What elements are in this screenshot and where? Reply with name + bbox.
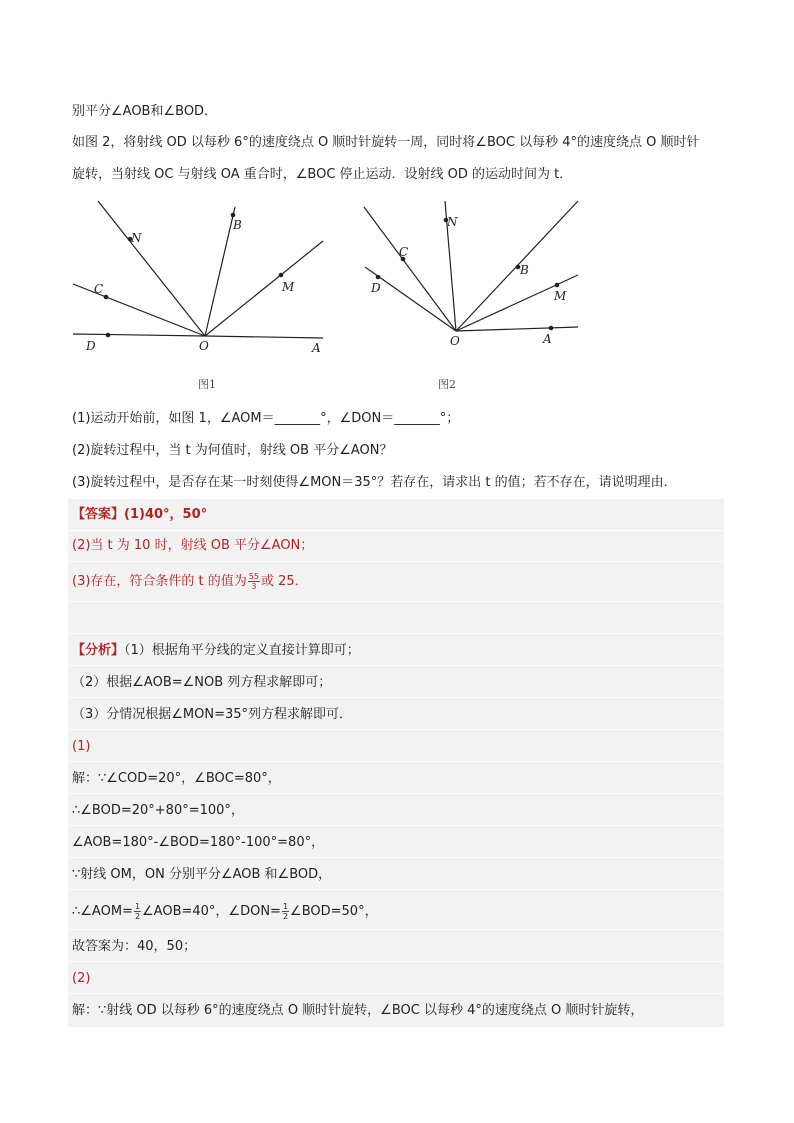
fig1-label-d: D — [86, 339, 96, 353]
intro-line-1: 别平分∠AOB和∠BOD． — [72, 104, 218, 119]
answer-1: (1)40°，50° — [124, 507, 208, 522]
answer-line-1 — [72, 506, 207, 524]
solution-1-head: (1) — [72, 739, 91, 754]
analysis-line-1 — [72, 642, 360, 660]
solution-1-line-1: 解：∵∠COD=20°，∠BOC=80°， — [72, 771, 281, 786]
fig2-label-d: D — [371, 281, 381, 295]
solution-1-line-5: ∴∠AOM= $\frac{1}{2}$ ∠AOB=40°，∠DON= $\frac{1}{2}$ ∠BOD=50°， — [72, 902, 378, 921]
answer-2: (2)当 t 为 10 时，射线 OB 平分∠AON； — [72, 538, 314, 553]
half-fraction-2: $\frac{1}{2}$ — [282, 902, 289, 921]
question-3: (3)旋转过程中，是否存在某一时刻使得∠MON＝35°？若存在，请求出 t 的值；若不存在，请说明理由． — [72, 475, 677, 490]
figure-2-points — [376, 218, 560, 331]
answer-tag: 【答案】 — [72, 507, 125, 522]
figure-1-caption: 图1 — [198, 378, 216, 391]
intro-line-3: 旋转，当射线 OC 与射线 OA 重合时，∠BOC 停止运动．设射线 OD 的运动时间为 t． — [72, 167, 573, 182]
fig1-label-m: M — [282, 280, 295, 294]
fig2-label-c: C — [399, 245, 409, 259]
answer-3-post: 或 25． — [260, 574, 308, 589]
answer-line-3 — [72, 572, 308, 591]
fig1-label-c: C — [94, 282, 104, 296]
fig2-label-m: M — [554, 289, 567, 303]
figure-1 — [60, 195, 340, 395]
solution-1-line-4: ∵射线 OM，ON 分别平分∠AOB 和∠BOD， — [72, 867, 332, 882]
solution-1-line-2: ∴∠BOD=20°+80°=100°， — [72, 803, 244, 818]
fig2-label-o: O — [450, 334, 460, 348]
question-2: (2)旋转过程中，当 t 为何值时，射线 OB 平分∠AON？ — [72, 443, 393, 458]
solution-2-head: (2) — [72, 971, 91, 986]
solution-1-line-6: 故答案为：40，50； — [72, 939, 197, 954]
question-1: (1)运动开始前，如图 1，∠AOM＝_______°，∠DON＝_______°； — [72, 411, 460, 426]
intro-line-2: 如图 2，将射线 OD 以每秒 6°的速度绕点 O 顺时针旋转一周，同时将∠BOC 以每秒 4°的速度绕点 O 顺时针 — [72, 135, 700, 150]
figure-2 — [355, 195, 595, 395]
fig2-label-n: N — [447, 215, 458, 229]
fig2-label-b: B — [520, 263, 529, 277]
solution-2-line-1: 解：∵射线 OD 以每秒 6°的速度绕点 O 顺时针旋转，∠BOC 以每秒 4°的速度绕点 O 顺时针旋转， — [72, 1003, 644, 1018]
solution-1-line-3: ∠AOB=180°-∠BOD=180°-100°=80°， — [72, 835, 325, 850]
fig1-label-o: O — [199, 339, 209, 353]
fig1-label-b: B — [233, 218, 242, 232]
analysis-1: （1）根据角平分线的定义直接计算即可； — [124, 643, 360, 658]
figure-2-caption: 图2 — [438, 378, 456, 391]
answer-3-pre: (3)存在，符合条件的 t 的值为 — [72, 574, 247, 589]
answer-fraction: $\frac{55}{3}$ — [248, 572, 259, 591]
fig1-label-n: N — [131, 231, 142, 245]
fig2-label-a: A — [543, 332, 552, 346]
analysis-3: （3）分情况根据∠MON=35°列方程求解即可． — [72, 707, 353, 722]
fig1-label-a: A — [312, 341, 321, 355]
analysis-tag: 【分析】 — [72, 643, 125, 658]
analysis-2: （2）根据∠AOB=∠NOB 列方程求解即可； — [72, 675, 332, 690]
half-fraction-1: $\frac{1}{2}$ — [134, 902, 141, 921]
